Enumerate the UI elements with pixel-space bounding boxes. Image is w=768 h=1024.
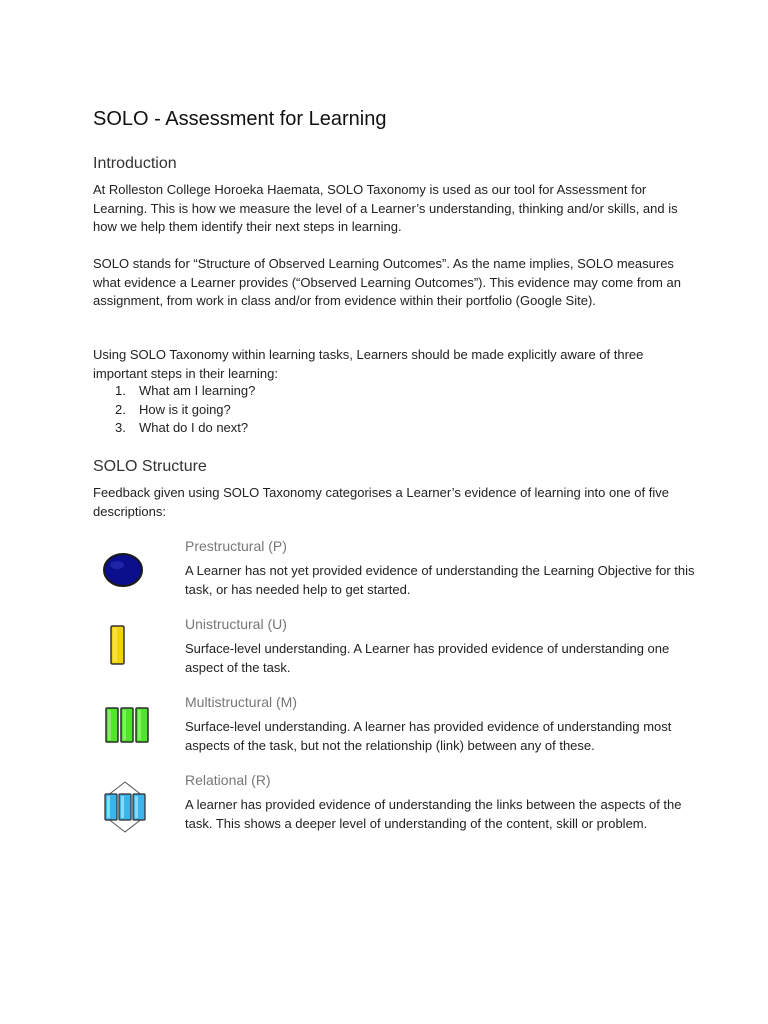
level-name: Prestructural (P) <box>185 538 287 554</box>
multistructural-bars-icon <box>97 696 149 756</box>
list-item-text: What do I do next? <box>139 420 249 435</box>
list-item <box>93 382 255 401</box>
level-name: Unistructural (U) <box>185 616 287 632</box>
solo-structure-intro: Feedback given using SOLO Taxonomy categorises a Learner’s evidence of learning into one of five descriptions: <box>93 485 669 519</box>
list-item <box>93 419 255 438</box>
intro-paragraph-3: Using SOLO Taxonomy within learning tasks, Learners should be made explicitly aware of three important steps in their learning: <box>93 347 644 381</box>
relational-linked-bars-icon <box>97 774 149 834</box>
prestructural-circle-icon <box>97 540 149 600</box>
level-description: Surface-level understanding. A Learner has provided evidence of understanding one aspect of the task. <box>185 641 670 675</box>
list-item-number: 3. <box>115 420 126 435</box>
list-item <box>93 401 255 420</box>
list-item-number: 1. <box>115 383 126 398</box>
solo-structure-heading: SOLO Structure <box>93 458 207 475</box>
level-name: Multistructural (M) <box>185 694 298 710</box>
introduction-heading: Introduction <box>93 155 177 172</box>
list-item-number: 2. <box>115 401 126 417</box>
intro-paragraph-2: SOLO stands for “Structure of Observed Learning Outcomes”. As the name implies, SOLO measures what evidence a Learner provides (“Observed Learning Outcomes”). This evidence may come from an assignment, from work in class and/or from evidence within their portfolio (Google Site). <box>93 256 681 308</box>
unistructural-bar-icon <box>97 618 149 678</box>
learning-steps-list <box>93 382 255 438</box>
document-title: SOLO - Assessment for Learning <box>93 108 387 130</box>
level-description: Surface-level understanding. A learner has provided evidence of understanding most aspects of the task, but not the relationship (link) between any of these. <box>185 719 672 753</box>
level-description: A Learner has not yet provided evidence of understanding the Learning Objective for this task, or has needed help to get started. <box>185 563 695 597</box>
level-description: A learner has provided evidence of understanding the links between the aspects of the task. This shows a deeper level of understanding of the content, skill or problem. <box>185 797 682 831</box>
list-item-text: How is it going? <box>139 401 231 417</box>
level-name: Relational (R) <box>185 772 271 788</box>
intro-paragraph-1: At Rolleston College Horoeka Haemata, SOLO Taxonomy is used as our tool for Assessment for Learning. This is how we measure the level of a Learner’s understanding, thinking and/or skills, and is how we help them identify their next steps in learning. <box>93 182 678 234</box>
list-item-text: What am I learning? <box>139 383 256 398</box>
